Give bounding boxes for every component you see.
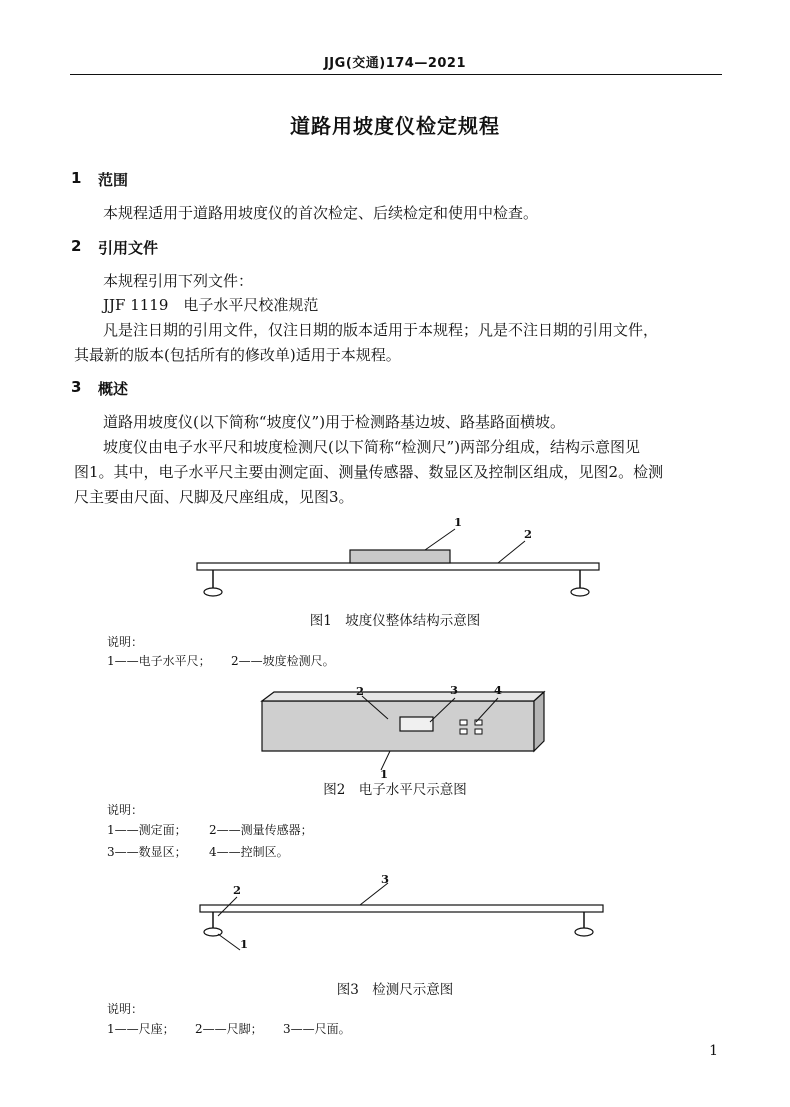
figure-3-diagram	[0, 870, 790, 970]
figure-2-display	[400, 717, 433, 731]
figure-1-foot-right	[571, 588, 589, 596]
figure-3-note-2: 2——尺脚；	[195, 1022, 263, 1036]
section-3-paragraph-1: 道路用坡度仪(以下简称“坡度仪”)用于检测路基边坡、路基路面横坡。	[103, 413, 566, 431]
figure-3-base-right	[575, 928, 593, 936]
section-1-paragraph: 本规程适用于道路用坡度仪的首次检定、后续检定和使用中检查。	[103, 204, 539, 222]
figure-3-callout-2: 2	[233, 883, 242, 897]
figure-1-note-2: 2——坡度检测尺。	[231, 654, 335, 668]
section-1-title: 范围	[98, 171, 129, 189]
figure-1-ruler-bar	[197, 563, 599, 570]
section-3-paragraph-2b: 图1。其中，电子水平尺主要由测定面、测量传感器、数显区及控制区组成，见图2。检测	[74, 463, 664, 481]
section-2-reference: JJF 1119 电子水平尺校准规范	[103, 296, 319, 314]
figure-1-caption: 图1 坡度仪整体结构示意图	[309, 613, 481, 629]
figure-2-callout-1: 1	[380, 767, 389, 780]
page-number: 1	[709, 1043, 718, 1059]
section-3-paragraph-2c: 尺主要由尺面、尺脚及尺座组成，见图3。	[74, 488, 354, 506]
figure-2-notes-line-2	[107, 843, 289, 860]
section-2-paragraph-1: 本规程引用下列文件：	[103, 272, 254, 290]
figure-3-note-1: 1——尺座；	[107, 1022, 175, 1036]
section-2-paragraph-3a: 凡是注日期的引用文件，仅注日期的版本适用于本规程；凡是不注日期的引用文件，	[103, 321, 659, 339]
section-1-number: 1	[71, 169, 82, 187]
figure-3-callout-1: 1	[240, 937, 249, 951]
figure-2-notes-line-1	[107, 821, 313, 838]
figure-1-note-1: 1——电子水平尺；	[107, 654, 211, 668]
figure-2-callout-4: 4	[494, 683, 503, 697]
figure-1-callout-2: 2	[524, 527, 533, 541]
figure-3-ruler-face	[200, 905, 603, 912]
figure-1-callout-1: 1	[454, 515, 463, 529]
figure-3-caption: 图3 检测尺示意图	[336, 982, 454, 998]
figure-3-callout-3: 3	[381, 872, 390, 886]
section-3-paragraph-2a: 坡度仪由电子水平尺和坡度检测尺(以下简称“检测尺”)两部分组成，结构示意图见	[103, 438, 641, 456]
figure-3-notes-line	[107, 1020, 351, 1037]
figure-2-note-2: 2——测量传感器；	[209, 823, 313, 837]
figure-2-note-4: 4——控制区。	[209, 845, 289, 859]
figure-1-notes-label: 说明：	[107, 635, 144, 649]
figure-2-note-1: 1——测定面；	[107, 823, 187, 837]
figure-2-callout-2: 2	[356, 684, 365, 698]
figure-1-diagram	[0, 510, 790, 610]
figure-1-level	[350, 550, 450, 563]
page-title: 道路用坡度仪检定规程	[290, 114, 500, 138]
figure-3-note-3: 3——尺面。	[283, 1022, 351, 1036]
figure-2-note-3: 3——数显区；	[107, 845, 187, 859]
header-rule	[70, 74, 722, 75]
section-3-title: 概述	[98, 380, 129, 398]
figure-1-foot-left	[204, 588, 222, 596]
section-2-title: 引用文件	[98, 239, 159, 257]
figure-2-diagram	[0, 680, 790, 780]
figure-2-callout-3: 3	[450, 683, 459, 697]
figure-2-notes-label: 说明：	[107, 803, 144, 817]
section-3-number: 3	[71, 378, 82, 396]
figure-1-notes-line	[107, 652, 335, 669]
section-2-paragraph-3b: 其最新的版本(包括所有的修改单)适用于本规程。	[74, 346, 401, 364]
figure-2-caption: 图2 电子水平尺示意图	[323, 782, 467, 798]
standard-code: JJG(交通)174—2021	[323, 56, 467, 71]
figure-3-notes-label: 说明：	[107, 1002, 144, 1016]
section-2-number: 2	[71, 237, 82, 255]
